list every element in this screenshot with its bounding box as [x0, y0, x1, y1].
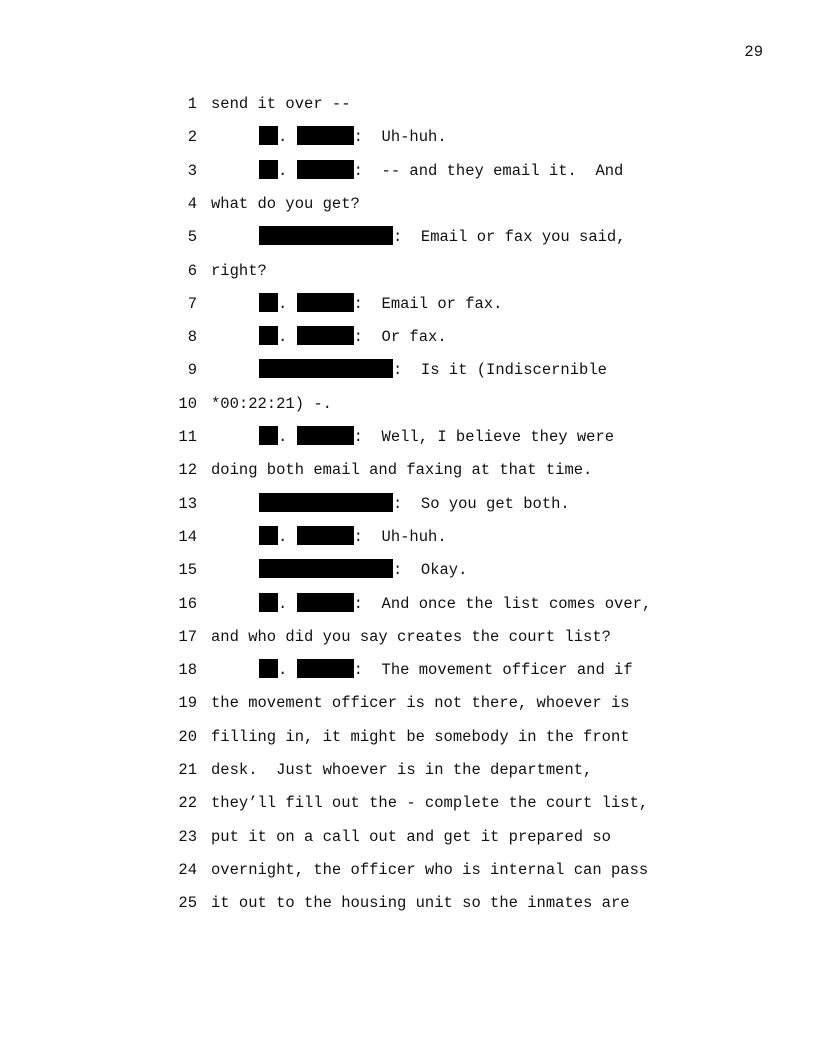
line-text: desk. Just whoever is in the department,: [211, 761, 593, 779]
line-text-container: [211, 92, 351, 116]
line-number: 7: [187, 294, 197, 313]
line-number: 24: [178, 860, 197, 879]
line-text-container: [211, 392, 332, 416]
line-text: : The movement officer and if: [353, 661, 633, 680]
line-text-container: [211, 325, 447, 349]
title-period: .: [278, 128, 297, 147]
line-text-container: [211, 259, 267, 283]
line-text: : So you get both.: [393, 494, 570, 513]
redaction-bar-title: [259, 659, 278, 678]
redaction-bar-title: [259, 526, 278, 545]
line-text: what do you get?: [211, 194, 360, 213]
line-number: 20: [178, 727, 197, 746]
line-text-container: [211, 891, 630, 915]
line-text-container: [211, 725, 630, 749]
line-text: : Email or fax.: [353, 294, 503, 313]
title-period: .: [278, 594, 297, 613]
line-text: it out to the housing unit so the inmates are: [211, 894, 630, 913]
line-text: : Or fax.: [353, 328, 447, 347]
line-text: : Okay.: [393, 561, 468, 580]
title-period: .: [278, 161, 297, 180]
line-number: 23: [178, 827, 197, 846]
line-text-container: [211, 658, 633, 682]
line-number: 4: [187, 194, 197, 213]
line-text: : Uh-huh.: [353, 128, 447, 147]
redaction-bar-surname: [297, 293, 354, 312]
line-text-container: [211, 225, 626, 249]
line-number: 8: [187, 328, 197, 347]
redaction-bar-title: [259, 593, 278, 612]
title-period: .: [278, 527, 297, 546]
line-number: 15: [178, 561, 197, 580]
redaction-bar-speaker: [259, 493, 393, 512]
redaction-bar-speaker: [259, 359, 393, 378]
line-text: and who did you say creates the court list?: [211, 627, 611, 646]
line-text-container: [211, 458, 592, 482]
redaction-bar-surname: [297, 160, 354, 179]
line-text: the movement officer is not there, whoever is: [211, 694, 630, 713]
page-number: 29: [744, 43, 763, 61]
line-number: 2: [187, 128, 197, 147]
redaction-bar-title: [259, 126, 278, 145]
line-text-container: [211, 292, 502, 316]
line-number: 17: [178, 627, 197, 646]
line-text: : -- and they email it. And: [353, 161, 624, 180]
redaction-bar-surname: [297, 526, 354, 545]
line-text: send it over --: [211, 95, 351, 113]
line-text-container: [211, 825, 611, 849]
line-number: 13: [178, 494, 197, 513]
redaction-bar-surname: [297, 426, 354, 445]
line-number: 16: [178, 594, 197, 613]
redaction-bar-title: [259, 293, 278, 312]
line-text-container: [211, 791, 648, 815]
line-text: they’ll fill out the - complete the court list,: [211, 794, 649, 813]
line-text: : Well, I believe they were: [353, 428, 615, 446]
line-text-container: [211, 558, 467, 582]
line-number: 21: [178, 761, 197, 779]
line-number: 19: [178, 694, 197, 713]
title-period: .: [278, 661, 297, 680]
line-number: 18: [178, 661, 197, 680]
line-text: : Email or fax you said,: [393, 228, 626, 247]
line-text-container: [211, 492, 570, 516]
title-period: .: [278, 294, 297, 313]
line-text: right?: [211, 261, 267, 280]
line-text-container: [211, 758, 592, 782]
line-text-container: [211, 691, 630, 715]
line-text-container: [211, 625, 611, 649]
line-text-container: [211, 525, 447, 549]
line-text-container: [211, 125, 447, 149]
line-number: 3: [187, 161, 197, 180]
redaction-bar-surname: [297, 126, 354, 145]
line-number: 9: [187, 361, 197, 380]
line-text-container: [211, 425, 614, 449]
redaction-bar-surname: [297, 659, 354, 678]
line-number: 14: [178, 527, 197, 546]
line-number: 25: [178, 894, 197, 913]
line-text: *00:22:21) -.: [211, 394, 332, 413]
line-text: overnight, the officer who is internal can pass: [211, 860, 649, 879]
redaction-bar-title: [259, 160, 278, 179]
redaction-bar-surname: [297, 593, 354, 612]
redaction-bar-surname: [297, 326, 354, 345]
line-text: : And once the list comes over,: [353, 594, 652, 613]
line-number: 22: [178, 794, 197, 813]
line-number: 6: [187, 261, 197, 280]
line-text: doing both email and faxing at that time.: [211, 461, 593, 480]
title-period: .: [278, 328, 297, 347]
line-number: 11: [178, 428, 197, 446]
redaction-bar-speaker: [259, 559, 393, 578]
line-text: put it on a call out and get it prepared so: [211, 827, 611, 846]
redaction-bar-title: [259, 426, 278, 445]
title-period: .: [278, 428, 297, 446]
line-text-container: [211, 592, 651, 616]
line-text: : Is it (Indiscernible: [393, 361, 607, 380]
line-text: filling in, it might be somebody in the front: [211, 727, 630, 746]
line-number: 12: [178, 461, 197, 480]
line-number: 5: [187, 228, 197, 247]
line-text-container: [211, 192, 360, 216]
line-text-container: [211, 358, 607, 382]
line-number: 1: [187, 95, 197, 113]
line-text: : Uh-huh.: [353, 527, 447, 546]
redaction-bar-title: [259, 326, 278, 345]
line-number: 10: [178, 394, 197, 413]
redaction-bar-speaker: [259, 226, 393, 245]
line-text-container: [211, 858, 648, 882]
line-text-container: [211, 159, 623, 183]
